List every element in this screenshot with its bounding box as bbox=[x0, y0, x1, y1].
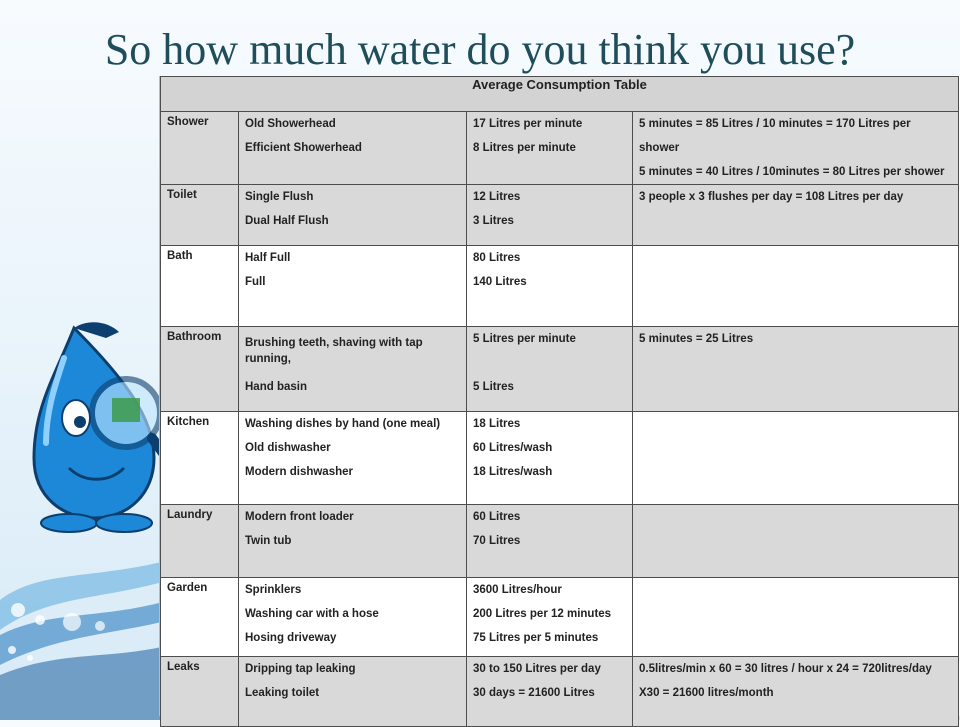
amount-text: 70 Litres bbox=[473, 535, 521, 547]
amount-text: 200 Litres per 12 minutes bbox=[473, 608, 612, 620]
slide-title: So how much water do you think you use? bbox=[104, 25, 856, 74]
amount-text: 18 Litres bbox=[473, 418, 521, 430]
row-category: Kitchen bbox=[161, 412, 239, 505]
item-text: Efficient Showerhead bbox=[245, 142, 362, 154]
item-text: Brushing teeth, shaving with tap running, bbox=[245, 337, 423, 365]
table-row-laundry bbox=[161, 505, 959, 578]
item-text: Modern front loader bbox=[245, 511, 354, 523]
table-row-kitchen bbox=[161, 412, 959, 505]
item-text: Hosing driveway bbox=[245, 632, 337, 644]
water-splash-waves-icon bbox=[0, 540, 170, 720]
table-title: Average Consumption Table bbox=[161, 77, 959, 112]
table-row-bathroom bbox=[161, 327, 959, 412]
item-text: Dripping tap leaking bbox=[245, 663, 356, 675]
note-text: 5 minutes = 40 Litres / 10minutes = 80 Litres per shower bbox=[639, 166, 945, 178]
amount-text: 75 Litres per 5 minutes bbox=[473, 632, 599, 644]
row-category: Laundry bbox=[161, 505, 239, 578]
amount-text: 60 Litres/wash bbox=[473, 442, 553, 454]
amount-text: 5 Litres bbox=[473, 381, 514, 393]
row-category: Bath bbox=[161, 246, 239, 327]
table-row-shower bbox=[161, 112, 959, 185]
row-category: Toilet bbox=[161, 185, 239, 246]
table-row-garden bbox=[161, 578, 959, 657]
row-category: Garden bbox=[161, 578, 239, 657]
item-text: Dual Half Flush bbox=[245, 215, 329, 227]
item-text: Old dishwasher bbox=[245, 442, 331, 454]
item-text: Twin tub bbox=[245, 535, 292, 547]
average-consumption-table bbox=[160, 76, 959, 727]
amount-text: 3 Litres bbox=[473, 215, 514, 227]
row-category: Leaks bbox=[161, 657, 239, 727]
amount-text: 80 Litres bbox=[473, 252, 521, 264]
row-category: Bathroom bbox=[161, 327, 239, 412]
consumption-table-container bbox=[160, 76, 960, 716]
amount-text: 17 Litres per minute bbox=[473, 118, 583, 130]
amount-text: 3600 Litres/hour bbox=[473, 584, 562, 596]
table-row-leaks bbox=[161, 657, 959, 727]
amount-text: 8 Litres per minute bbox=[473, 142, 576, 154]
item-text: Modern dishwasher bbox=[245, 466, 353, 478]
amount-text: 30 to 150 Litres per day bbox=[473, 663, 601, 675]
amount-text: 60 Litres bbox=[473, 511, 521, 523]
item-text: Half Full bbox=[245, 252, 291, 264]
amount-text: 5 Litres per minute bbox=[473, 333, 576, 345]
amount-text: 12 Litres bbox=[473, 191, 521, 203]
note-text: 3 people x 3 flushes per day = 108 Litres per day bbox=[639, 191, 904, 203]
item-text: Sprinklers bbox=[245, 584, 302, 596]
item-text: Hand basin bbox=[245, 381, 307, 393]
note-text: 5 minutes = 85 Litres / 10 minutes = 170 Litres per shower bbox=[639, 118, 911, 154]
amount-text: 18 Litres/wash bbox=[473, 466, 553, 478]
item-text: Leaking toilet bbox=[245, 687, 320, 699]
row-category: Shower bbox=[161, 112, 239, 185]
amount-text: 140 Litres bbox=[473, 276, 527, 288]
item-text: Full bbox=[245, 276, 266, 288]
note-text: 5 minutes = 25 Litres bbox=[639, 333, 754, 345]
note-text: X30 = 21600 litres/month bbox=[639, 687, 774, 699]
item-text: Old Showerhead bbox=[245, 118, 336, 130]
item-text: Washing car with a hose bbox=[245, 608, 379, 620]
item-text: Single Flush bbox=[245, 191, 314, 203]
table-row-toilet bbox=[161, 185, 959, 246]
table-row-bath bbox=[161, 246, 959, 327]
amount-text: 30 days = 21600 Litres bbox=[473, 687, 595, 699]
item-text: Washing dishes by hand (one meal) bbox=[245, 418, 441, 430]
note-text: 0.5litres/min x 60 = 30 litres / hour x 24 = 720litres/day bbox=[639, 663, 932, 675]
